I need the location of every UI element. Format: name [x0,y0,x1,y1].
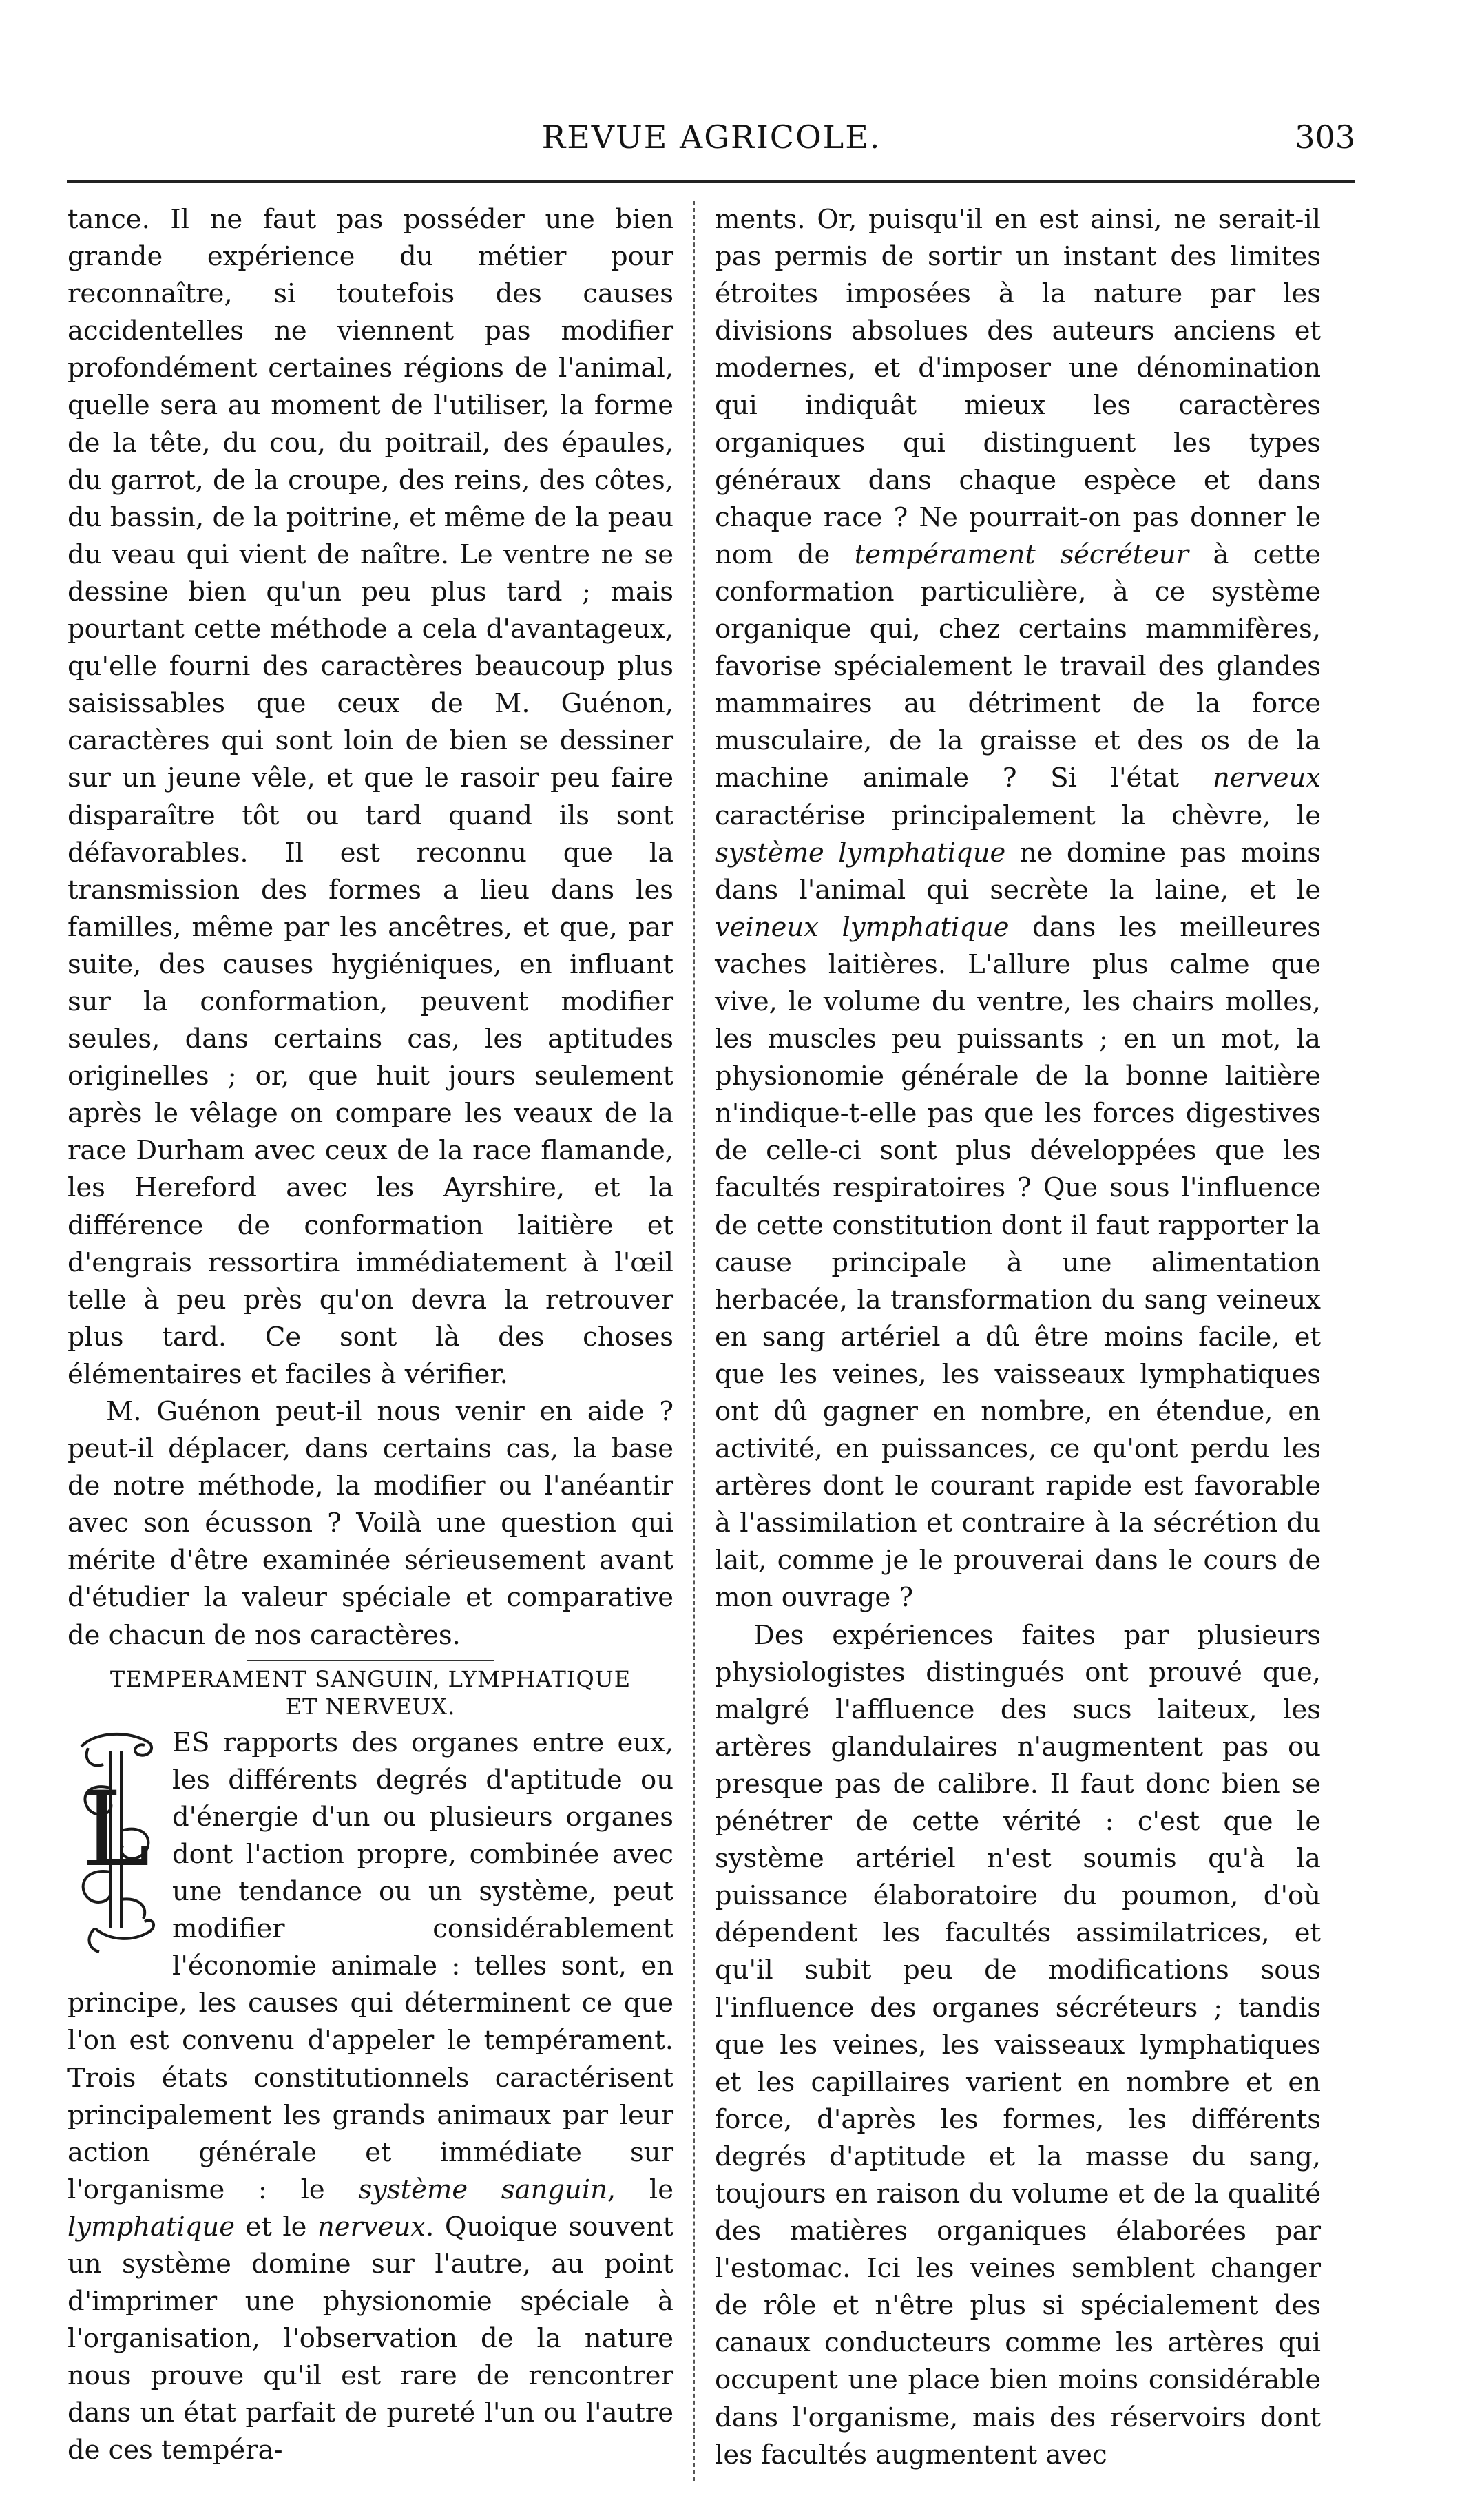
page-number: 303 [1295,118,1355,156]
ornamental-dropcap-l-icon [67,1727,163,1960]
paragraph-with-dropcap: L ES rapports des organes entre eux, les différents degrés d'aptitude ou d'énergie d'un ou plusieurs organes dont l'action propre, combinée avec une tendance ou un système, peut modifier considérablement l'économie animale : telles sont, en principe, les causes qui déterminent ce que l'on est convenu d'appeler le tempérament. Trois états constitutionnels caractérisent principalement les grands animaux par leur action générale et immédiate sur l'organisme : le système sanguin, le lymphatique et le nerveux. Quoique souvent un système domine sur l'autre, au point d'imprimer une physionomie spéciale à l'organisation, l'observation de la nature nous prouve qu'il est rare de rencontrer dans un état parfait de pureté l'un ou l'autre de ces tempéra- [67,1727,673,2466]
page-header [67,118,1355,174]
paragraph: ments. Or, puisqu'il en est ainsi, ne serait-il pas permis de sortir un instant des limites étroites imposées à la nature par les divisions absolues des auteurs anciens et modernes, et d'imposer une dénomination qui indiquât mieux les caractères organiques qui distinguent les types généraux dans chaque espèce et dans chaque race ? Ne pourrait-on pas donner le nom de tempérament sécréteur à cette conformation particulière, à ce système organique qui, chez certains mammifères, favorise spécialement le travail des glandes mammaires au détriment de la force musculaire, de la graisse et des os de la machine animale ? Si l'état nerveux caractérise principalement la chèvre, le système lymphatique ne domine pas moins dans l'animal qui secrète la laine, et le veineux lymphatique dans les meilleures vaches laitières. L'allure plus calme que vive, le volume du ventre, les chairs molles, les muscles peu puissants ; en un mot, la physionomie générale de la bonne laitière n'indique-t-elle pas que les forces digestives de celle-ci sont plus développées que les facultés respiratoires ? Que sous l'influence de cette constitution dont il faut rapporter la cause principale à une alimentation herbacée, la transformation du sang veineux en sang artériel a dû être moins facile, et que les veines, les vaisseaux lymphatiques ont dû gagner en nombre, en étendue, en activité, en puissances, ce qu'ont perdu les artères dont le courant rapide est favorable à l'assimilation et contraire à la sécrétion du lait, comme je le prouverai dans le cours de mon ouvrage ? [715,204,1321,1614]
column-divider [693,201,695,2481]
section-title-line-1: TEMPERAMENT SANGUIN, LYMPHATIQUE [109,1665,631,1692]
section-separator [247,1660,494,1661]
paragraph: M. Guénon peut-il nous venir en aide ? peut-il déplacer, dans certains cas, la base de notre méthode, la modifier ou l'anéantir avec son écusson ? Voilà une question qui mérite d'être examinée sérieusement avant d'étudier la valeur spéciale et comparative de chacun de nos caractères. [67,1396,673,1651]
dropcap-letter: L [81,1769,150,1890]
paragraph: Des expériences faites par plusieurs physiologistes distingués ont prouvé que, malgré l'affluence des sucs laiteux, les artères glandulaires n'augmentent pas ou presque pas de calibre. Il faut donc bien se pénétrer de cette vérité : c'est que le système artériel n'est soumis qu'à la puissance élaboratoire du poumon, d'où dépendent les facultés assimilatrices, et qu'il subit peu de modifications sous l'influence des organes sécréteurs ; tandis que les veines, les vaisseaux lymphatiques et les capillaires varient en nombre et en force, d'après les formes, les différents degrés d'aptitude et la masse du sang, toujours en raison du volume et de la qualité des matières organiques élaborées par l'estomac. Ici les veines semblent changer de rôle et n'être plus si spécialement des canaux conducteurs comme les artères qui occupent une place bien moins considérable dans l'organisme, mais des réservoirs dont les facultés augmentent avec [715,1619,1321,2470]
header-rule [67,180,1355,183]
paragraph: tance. Il ne faut pas posséder une bien grande expérience du métier pour reconnaître, si toutefois des causes accidentelles ne viennent pas modifier profondément certaines régions de l'animal, quelle sera au moment de l'utiliser, la forme de la tête, du cou, du poitrail, des épaules, du garrot, de la croupe, des reins, des côtes, du bassin, de la poitrine, et même de la peau du veau qui vient de naître. Le ventre ne se dessine bien qu'un peu plus tard ; mais pourtant cette méthode a cela d'avantageux, qu'elle fourni des caractères beaucoup plus saisissables que ceux de M. Guénon, caractères qui sont loin de bien se dessiner sur un jeune vêle, et que le rasoir peu faire disparaître tôt ou tard quand ils sont défavorables. Il est reconnu que la transmission des formes a lieu dans les familles, même par les ancêtres, et que, par suite, des causes hygiéniques, en influant sur la conformation, peuvent modifier seules, dans certains cas, les aptitudes originelles ; or, que huit jours seulement après le vêlage on compare les veaux de la race Durham avec ceux de la race flamande, les Hereford avec les Ayrshire, et la différence de conformation laitière et d'engrais ressortira immédiatement à l'œil telle à peu près qu'on devra la retrouver plus tard. Ce sont là des choses élémentaires et faciles à vérifier. [67,204,673,1390]
section-title [67,1665,673,1720]
left-column [67,201,673,2470]
running-title: REVUE AGRICOLE. [541,118,881,156]
right-column [715,201,1321,2474]
section-title-line-2: ET NERVEUX. [285,1693,456,1720]
